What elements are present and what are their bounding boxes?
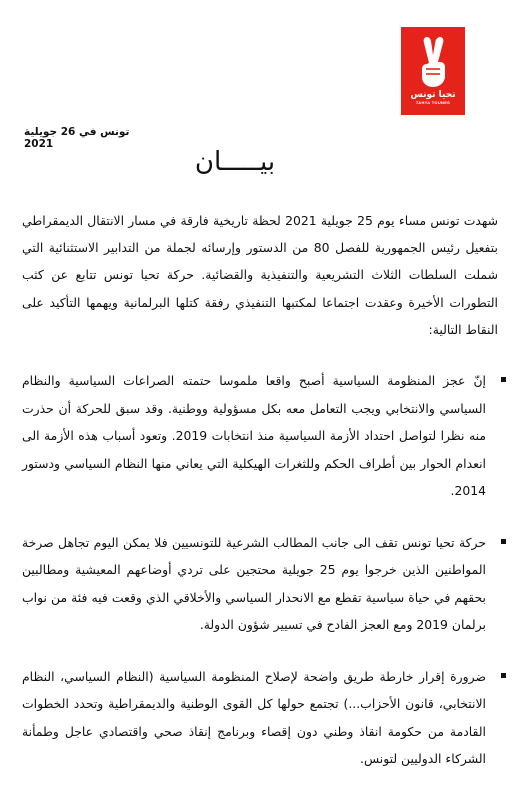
points-list bbox=[12, 367, 508, 773]
point-text: ضرورة إقرار خارطة طريق واضحة لإصلاح المنظومة السياسية (النظام السياسي، النظام الانتخابي، قانون الأحزاب...) تجتمع حولها كل القوى الوطنية والديمقراطية وتحدد الخطوات القادمة من حكومة انقاذ وطني دون إقصاء وبرنامج إنقاذ صحي واقتصادي عاجل وطمأنة الشركاء الدوليين لتونس. bbox=[22, 668, 486, 766]
list-item bbox=[12, 529, 508, 639]
bullet-square-icon bbox=[501, 673, 506, 678]
bullet-square-icon bbox=[501, 377, 506, 382]
statement-title: بيـــــان bbox=[194, 147, 276, 177]
point-text: إنّ عجز المنظومة السياسية أصبح واقعا ملموسا حتمته الصراعات السياسية والنظام السياسي والانتخابي ويجب التعامل معه بكل مسؤولية ووطنية. وقد سبق للحركة أن حذرت منه نظرا لتواصل احتداد الأزمة السياسية منذ انتخابات 2019. وتعود أسباب هذه الأزمة الى انعدام الحوار بين أطراف الحكم وللثغرات الهيكلية التي يعاني منها النظام السياسي ودستور 2014. bbox=[22, 373, 487, 498]
party-logo bbox=[401, 27, 465, 115]
logo-arabic-text: تحيا تونس bbox=[410, 90, 456, 100]
logo-latin-text: TAHYA TOUNES bbox=[415, 100, 451, 105]
list-item bbox=[12, 367, 508, 505]
date-line: تونس في 26 جويلية 2021 bbox=[24, 126, 130, 150]
bullet-square-icon bbox=[501, 539, 506, 544]
list-item bbox=[12, 663, 508, 773]
victory-hand-icon bbox=[410, 33, 456, 89]
intro-paragraph: شهدت تونس مساء يوم 25 جويلية 2021 لحظة تاريخية فارقة في مسار الانتقال الديمقراطي بتفعيل رئيس الجمهورية للفصل 80 من الدستور وإرسائه لجملة من التدابير الاستثنائية التي شملت السلطات الثلاث التشريعية والتنفيذية والقضائية. حركة تحيا تونس تتابع عن كثب التطورات الأخيرة وعقدت اجتماعا لمكتبها التنفيذي رفقة كتلها البرلمانية ويهمها التأكيد على النقاط التالية: bbox=[22, 213, 499, 337]
point-text: حركة تحيا تونس تقف الى جانب المطالب الشرعية للتونسيين فلا يمكن اليوم تجاهل صرخة المواطنين الذين خرجوا يوم 25 جويلية محتجين على تردي أوضاعهم المعيشية ومطالبين بحقهم في حياة سياسية تقطع مع الانحدار السياسي والأخلاقي الذي وقعت فيه فئة من نواب برلمان 2019 ومع العجز الفادح في تسيير شؤون الدولة. bbox=[22, 534, 486, 632]
